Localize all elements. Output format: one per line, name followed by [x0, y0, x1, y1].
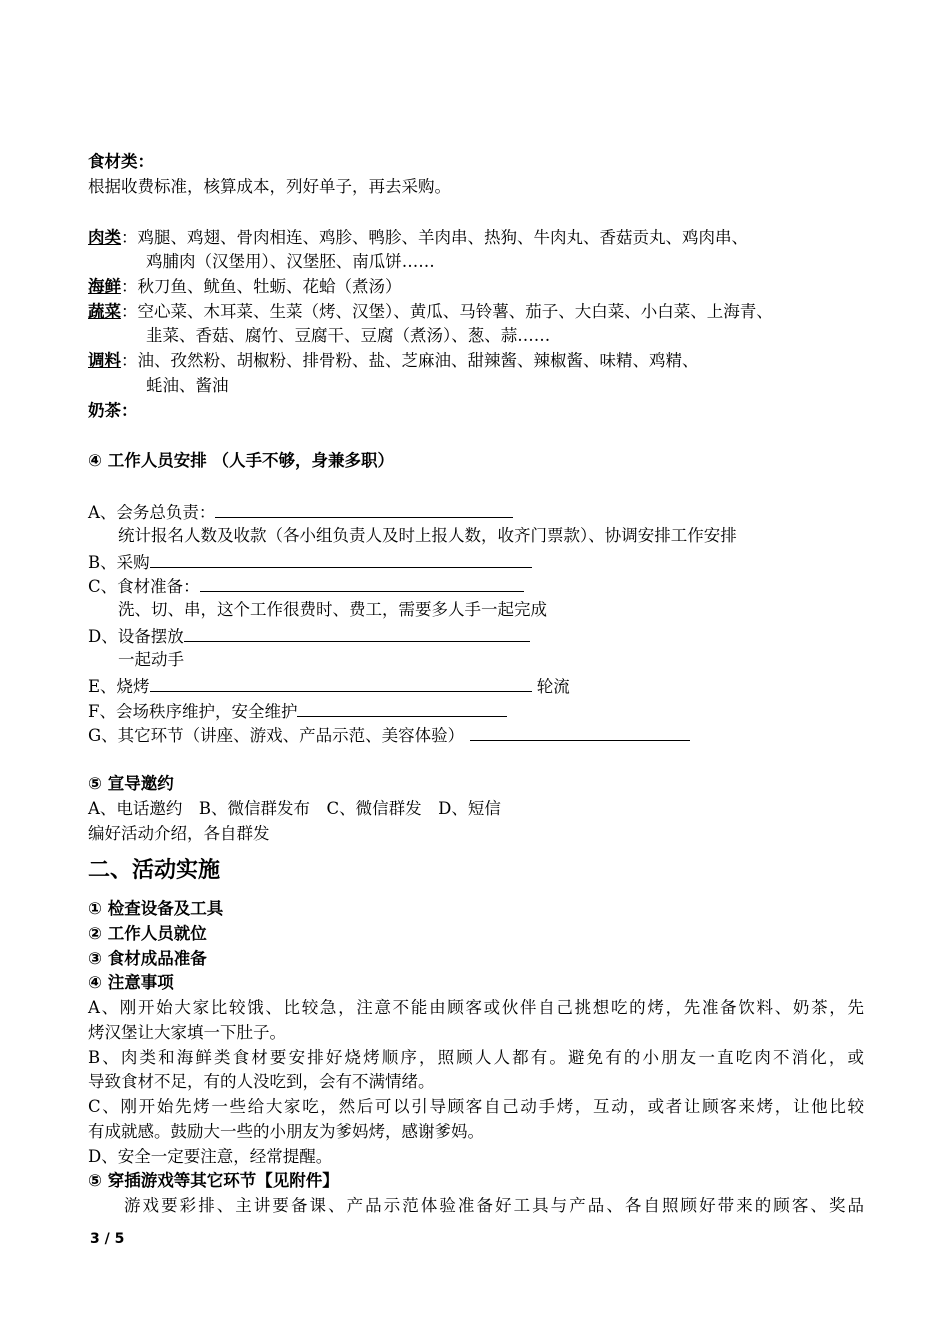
note-b-2: 导致食材不足，有的人没吃到，会有不满情绪。	[88, 1072, 435, 1091]
section2-item1: ① 检查设备及工具	[88, 899, 224, 918]
staff-c-blank[interactable]	[200, 574, 524, 592]
section2-item2: ② 工作人员就位	[88, 924, 207, 943]
staff-e-blank[interactable]	[150, 674, 532, 692]
spice-items-1: ：油、孜然粉、胡椒粉、排骨粉、盐、芝麻油、甜辣酱、辣椒酱、味精、鸡精、	[121, 351, 699, 370]
staff-g-label: G、其它环节（讲座、游戏、产品示范、美容体验）	[88, 726, 465, 745]
section2-item5: ⑤ 穿插游戏等其它环节【见附件】	[88, 1171, 339, 1190]
veg-label: 蔬菜	[88, 302, 121, 321]
section2-item4: ④ 注意事项	[88, 973, 174, 992]
staff-a-label: A、会务总负责：	[88, 503, 216, 522]
item5-text: 游戏要彩排、主讲要备课、产品示范体验准备好工具与产品、各自照顾好带来的顾客、奖品	[124, 1196, 864, 1215]
invite-heading: ⑤ 宣导邀约	[88, 774, 174, 793]
meat-line-1	[88, 227, 748, 249]
seafood-label: 海鲜	[88, 277, 121, 296]
staff-a	[88, 500, 513, 522]
spice-line-1	[88, 350, 699, 372]
staff-f	[88, 699, 507, 721]
staff-b-label: B、采购	[88, 553, 150, 572]
meat-items-2: 鸡脯肉（汉堡用）、汉堡胚、南瓜饼……	[146, 252, 435, 271]
staff-b	[88, 550, 532, 572]
staff-c	[88, 574, 524, 596]
page-number: 3 / 5	[90, 1231, 125, 1247]
invite-note: 编好活动介绍，各自群发	[88, 824, 270, 843]
veg-line-1	[88, 301, 773, 323]
section2-item3: ③ 食材成品准备	[88, 949, 207, 968]
section2-title: 二、活动实施	[88, 858, 221, 883]
note-a-1: A、刚开始大家比较饿、比较急，注意不能由顾客或伙伴自己挑想吃的烤，先准备饮料、奶茶，先	[88, 998, 864, 1017]
seafood-line	[88, 276, 402, 298]
meat-label: 肉类	[88, 228, 121, 247]
note-a-2: 烤汉堡让大家填一下肚子。	[88, 1023, 286, 1042]
seafood-items: ：秋刀鱼、鱿鱼、牡蛎、花蛤（煮汤）	[121, 277, 402, 296]
staff-d	[88, 624, 530, 646]
meat-items-1: ：鸡腿、鸡翅、骨肉相连、鸡胗、鸭胗、羊肉串、热狗、牛肉丸、香菇贡丸、鸡肉串、	[121, 228, 748, 247]
note-b-1: B、肉类和海鲜类食材要安排好烧烤顺序，照顾人人都有。避免有的小朋友一直吃肉不消化，或	[88, 1048, 864, 1067]
staff-d-note: 一起动手	[118, 650, 184, 669]
note-c-1: C、刚开始先烤一些给大家吃，然后可以引导顾客自己动手烤，互动，或者让顾客来烤，让他比较	[88, 1097, 864, 1116]
staff-e	[88, 674, 570, 696]
staff-g	[88, 723, 690, 745]
staff-a-blank[interactable]	[215, 500, 513, 518]
veg-items-1: ：空心菜、木耳菜、生菜（烤、汉堡）、黄瓜、马铃薯、茄子、大白菜、小白菜、上海青、	[121, 302, 773, 321]
food-intro: 根据收费标准，核算成本，列好单子，再去采购。	[88, 177, 451, 196]
food-heading: 食材类：	[88, 152, 154, 171]
staff-f-label: F、会场秩序维护，安全维护	[88, 702, 298, 721]
staff-a-note: 统计报名人数及收款（各小组负责人及时上报人数，收齐门票款）、协调安排工作安排	[118, 526, 737, 545]
staff-heading: ④ 工作人员安排 （人手不够，身兼多职）	[88, 451, 394, 470]
staff-c-label: C、食材准备：	[88, 577, 200, 596]
staff-d-blank[interactable]	[184, 624, 530, 642]
veg-items-2: 韭菜、香菇、腐竹、豆腐干、豆腐（煮汤）、葱、蒜……	[146, 326, 551, 345]
staff-f-blank[interactable]	[297, 699, 507, 717]
staff-e-suffix: 轮流	[531, 677, 570, 696]
milk-tea-label: 奶茶：	[88, 401, 138, 420]
spice-items-2: 蚝油、酱油	[146, 376, 229, 395]
invite-options: A、电话邀约 B、微信群发布 C、微信群发 D、短信	[88, 799, 501, 818]
staff-b-blank[interactable]	[150, 550, 532, 568]
staff-c-note: 洗、切、串，这个工作很费时、费工，需要多人手一起完成	[118, 600, 547, 619]
note-c-2: 有成就感。鼓励大一些的小朋友为爹妈烤，感谢爹妈。	[88, 1122, 484, 1141]
staff-g-blank[interactable]	[470, 723, 690, 741]
staff-e-label: E、烧烤	[88, 677, 150, 696]
spice-label: 调料	[88, 351, 121, 370]
note-d: D、安全一定要注意，经常提醒。	[88, 1147, 333, 1166]
staff-d-label: D、设备摆放	[88, 627, 184, 646]
